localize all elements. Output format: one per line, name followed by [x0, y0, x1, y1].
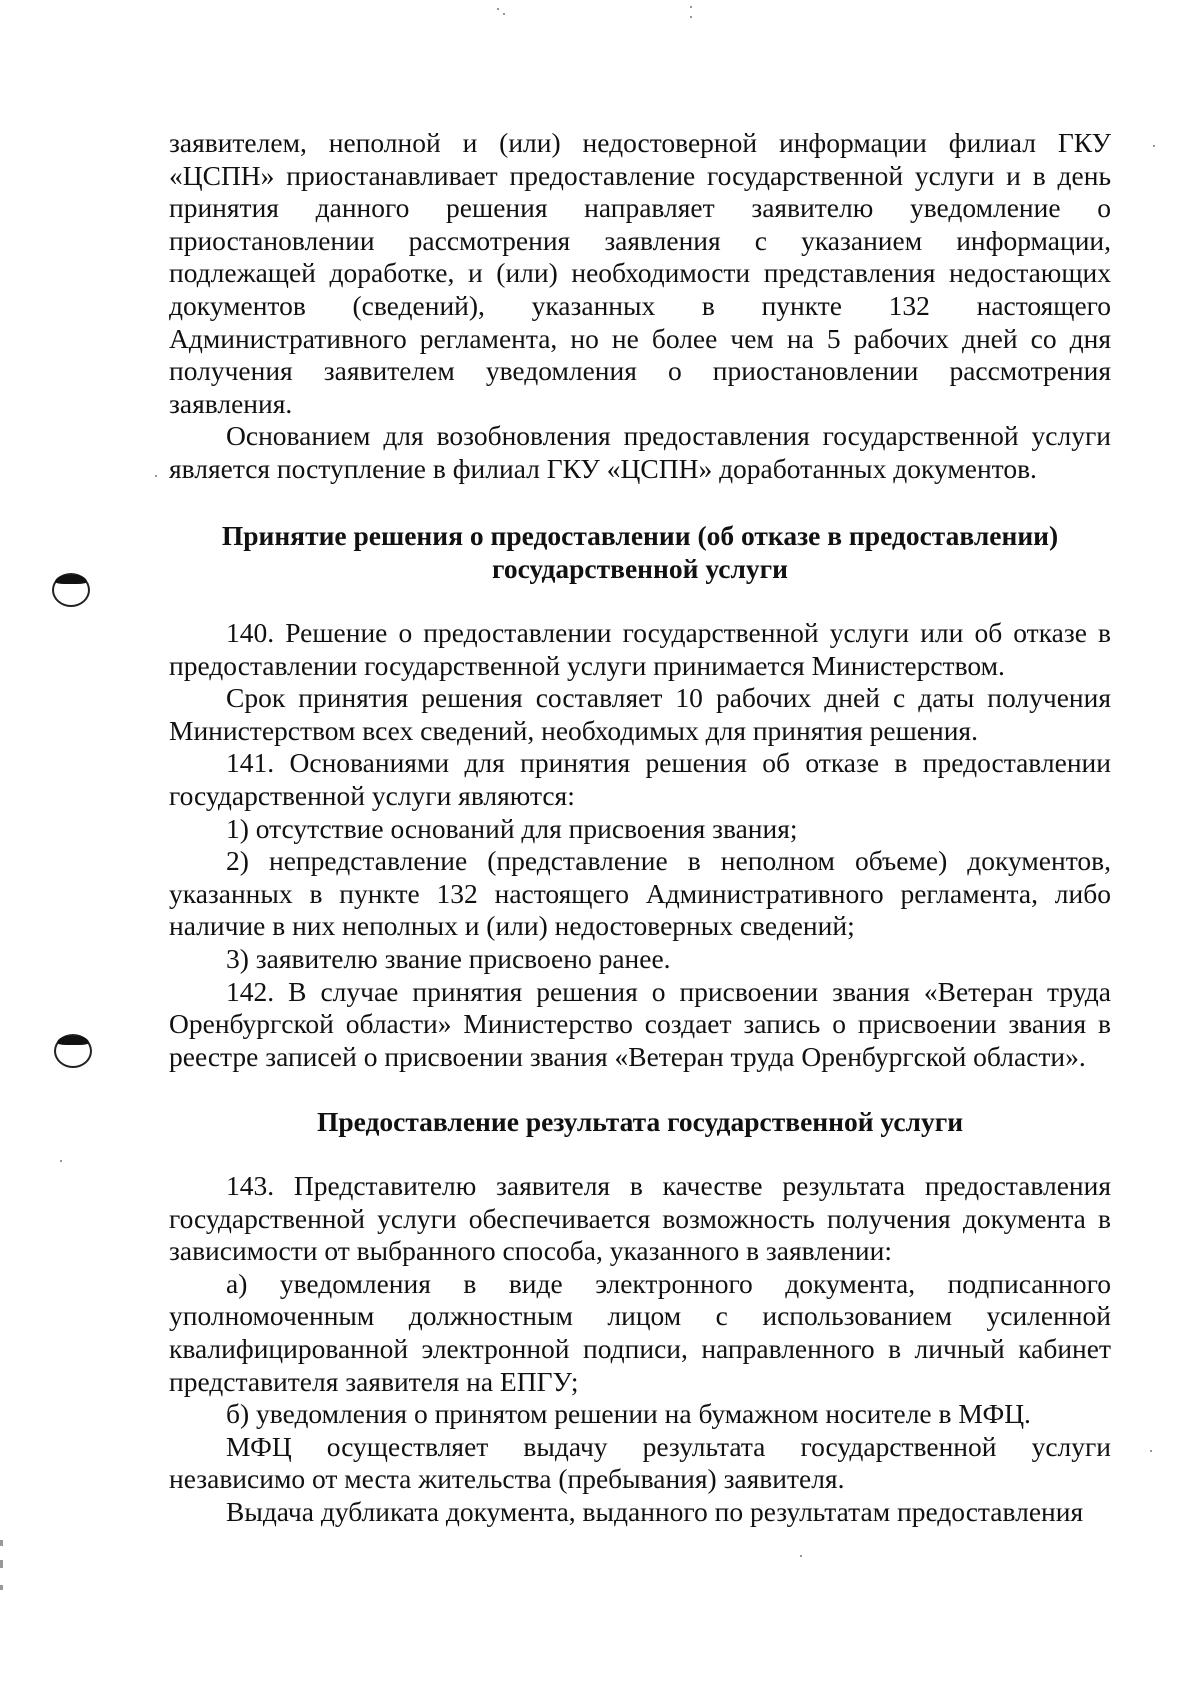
scan-speck — [155, 475, 157, 477]
section-heading-result: Предоставление результата государственной услуги — [316, 1106, 964, 1137]
scan-speck — [690, 6, 692, 8]
scan-speck — [1150, 1450, 1152, 1452]
list-item-141-3: 3) заявителю звание присвоено ранее. — [226, 942, 671, 974]
punch-hole-top — [52, 573, 90, 607]
scan-speck — [690, 16, 692, 18]
list-item-141-1: 1) отсутствие оснований для присвоения звания; — [226, 812, 798, 844]
scan-speck — [497, 8, 499, 10]
scan-speck — [800, 1555, 802, 1557]
scan-edge-mark — [0, 1560, 3, 1568]
text-block-decision — [169, 617, 1111, 1073]
scan-speck — [503, 13, 505, 15]
scan-speck — [60, 1160, 62, 1162]
paragraph-resumption: Основанием для возобновления предоставления государственной услуги является поступление в филиал ГКУ «ЦСПН» доработанных документов. — [169, 420, 1111, 484]
paragraph-decision-term: Срок принятия решения составляет 10 рабочих дней с даты получения Министерством всех сведений, необходимых для принятия решения. — [169, 682, 1111, 746]
section-heading-decision: Принятие решения о предоставлении (об отказе в предоставлении) государственной услуги — [221, 520, 1059, 584]
paragraph-142: 142. В случае принятия решения о присвоении звания «Ветеран труда Оренбургской области» Министерство создает запись о присвоении звания в реестре записей о присвоении звания «Ветеран труда Оренбургской области». — [169, 975, 1111, 1072]
paragraph-suspension: заявителем, неполной и (или) недостоверной информации филиал ГКУ «ЦСПН» приостанавливает предоставление государственной услуги и в день принятия данного решения направляет заявителю уведомление о приостановлении рассмотрения заявления с указанием информации, подлежащей доработке, и (или) необходимости представления недостающих документов (сведений), указанных в пункте 132 настоящего Административного регламента, но не более чем на 5 рабочих дней со дня получения заявителем уведомления о приостановлении рассмотрения заявления. — [169, 127, 1111, 419]
list-item-143-b: б) уведомления о принятом решении на бумажном носителе в МФЦ. — [226, 1398, 1031, 1430]
punch-hole-bottom — [54, 1034, 92, 1068]
text-block-suspension — [169, 127, 1111, 486]
list-item-143-a: а) уведомления в виде электронного документа, подписанного уполномоченным должностным лицом с использованием усиленной квалифицированной электронной подписи, направленного в личный кабинет представителя заявителя на ЕПГУ; — [169, 1267, 1111, 1397]
paragraph-143: 143. Представителю заявителя в качестве результата предоставления государственной услуги обеспечивается возможность получения документа в зависимости от выбранного способа, указанного в заявлении: — [169, 1170, 1111, 1267]
paragraph-duplicate-issuance: Выдача дубликата документа, выданного по результатам предоставления — [226, 1495, 1084, 1527]
paragraph-mfc-issuance: МФЦ осуществляет выдачу результата государственной услуги независимо от места жительства (пребывания) заявителя. — [169, 1430, 1111, 1495]
list-item-141-2: 2) непредставление (представление в неполном объеме) документов, указанных в пункте 132 настоящего Административного регламента, либо наличие в них неполных и (или) недостоверных сведений; — [169, 845, 1111, 942]
paragraph-140: 140. Решение о предоставлении государственной услуги или об отказе в предоставлении государственной услуги принимается Министерством. — [169, 617, 1111, 681]
text-block-result — [169, 1170, 1111, 1529]
scan-edge-mark — [0, 1540, 3, 1546]
paragraph-141: 141. Основаниями для принятия решения об отказе в предоставлении государственной услуги являются: — [169, 747, 1111, 811]
scan-edge-mark — [0, 1585, 3, 1590]
scan-speck — [1153, 145, 1155, 147]
